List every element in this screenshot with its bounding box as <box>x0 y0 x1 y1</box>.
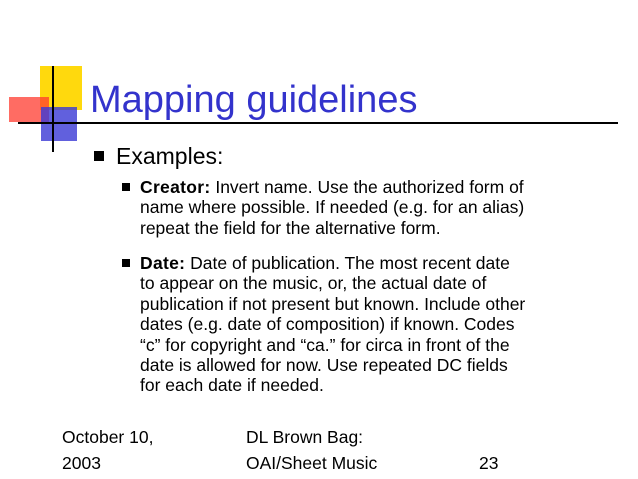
text-line: to appear on the music, or, the actual date of <box>140 273 487 294</box>
text-line <box>140 177 620 197</box>
title-underline <box>18 122 618 124</box>
text-line: name where possible. If needed (e.g. for an alias) <box>140 197 525 218</box>
text-line: “c” for copyright and “ca.” for circa in front of the <box>140 334 510 355</box>
footer-date <box>62 424 153 476</box>
footer-event-line2: OAI/Sheet Music <box>246 453 378 473</box>
term-creator: Creator: <box>140 177 211 197</box>
square-bullet-icon <box>122 259 130 267</box>
page-number: 23 <box>479 453 499 473</box>
text-line-part: Date of publication. The most recent date <box>185 253 510 273</box>
logo-vertical-line <box>52 66 54 152</box>
square-bullet-icon <box>122 183 130 191</box>
footer-event <box>246 424 377 476</box>
text-line: repeat the field for the alternative form. <box>140 217 441 238</box>
text-line-part: Invert name. Use the authorized form of <box>210 177 524 197</box>
bullet-creator <box>140 177 620 238</box>
text-line <box>140 253 620 273</box>
footer-event-line1: DL Brown Bag: <box>246 427 364 447</box>
term-date: Date: <box>140 253 186 273</box>
footer-date-line1: October 10, <box>62 427 154 447</box>
bullet-examples: Examples: <box>116 143 224 169</box>
square-bullet-icon <box>94 151 104 161</box>
text-line: publication if not present but known. Include other <box>140 293 526 314</box>
logo-blue-square <box>41 107 77 141</box>
footer-date-line2: 2003 <box>62 453 101 473</box>
text-line: dates (e.g. date of composition) if known. Codes <box>140 314 515 335</box>
text-line: for each date if needed. <box>140 375 324 396</box>
text-line: date is allowed for now. Use repeated DC fields <box>140 355 508 376</box>
slide-title: Mapping guidelines <box>90 79 418 121</box>
bullet-date <box>140 253 620 396</box>
